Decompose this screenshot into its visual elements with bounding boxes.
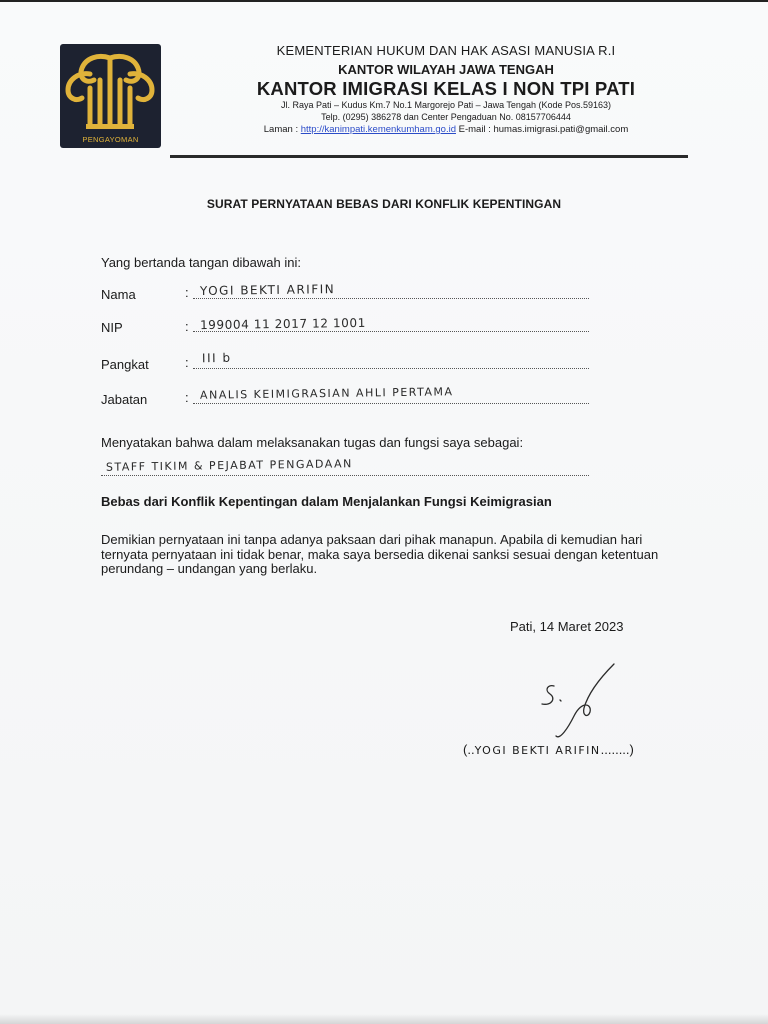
- ministry-name: KEMENTERIAN HUKUM DAN HAK ASASI MANUSIA R.I: [276, 43, 616, 58]
- field-label-jabatan: Jabatan: [101, 392, 148, 407]
- dotted-line: [101, 474, 589, 476]
- field-value-nip: 199004 11 2017 12 1001: [199, 315, 366, 333]
- field-colon: :: [185, 355, 189, 370]
- closing-paragraph: Demikian pernyataan ini tanpa adanya paksaan dari pihak manapun. Apabila di kemudian hari ternyata pernyataan ini tidak benar, maka saya bersedia dikenai sanksi sesuai dengan ketentuan perundang – undangan yang berlaku.: [101, 532, 659, 576]
- tree-emblem-icon: [60, 44, 161, 136]
- logo-caption: PENGAYOMAN: [82, 135, 139, 144]
- pengayoman-logo-icon: [60, 44, 161, 148]
- scan-bottom-shadow: [0, 1014, 768, 1024]
- signatory-name: [463, 742, 634, 757]
- dotted-line: [193, 402, 589, 404]
- email-text: E-mail : humas.imigrasi.pati@gmail.com: [458, 124, 629, 135]
- field-value-nama: YOGI BEKTI ARIFIN: [199, 282, 336, 298]
- signatory-name-value: YOGI BEKTI ARIFIN: [474, 744, 601, 757]
- statement-text: Bebas dari Konflik Kepentingan dalam Menjalankan Fungsi Keimigrasian: [101, 494, 552, 509]
- web-label: Laman :: [263, 124, 299, 135]
- field-colon: :: [185, 319, 189, 334]
- field-value-jabatan: ANALIS KEIMIGRASIAN AHLI PERTAMA: [199, 385, 454, 402]
- statement-intro: Menyatakan bahwa dalam melaksanakan tugas dan fungsi saya sebagai:: [101, 435, 524, 450]
- signature-image: [530, 660, 630, 740]
- regional-office-name: KANTOR WILAYAH JAWA TENGAH: [338, 62, 554, 77]
- field-label-pangkat: Pangkat: [101, 357, 149, 372]
- field-label-nip: NIP: [101, 320, 123, 335]
- letterhead-divider: [170, 155, 688, 158]
- office-address: Jl. Raya Pati – Kudus Km.7 No.1 Margorejo Pati – Jawa Tengah (Kode Pos.59163): [280, 100, 612, 110]
- office-phone: Telp. (0295) 386278 dan Center Pengaduan No. 08157706444: [321, 112, 571, 122]
- paren-open: (..: [463, 742, 475, 757]
- paren-close: ........): [600, 742, 634, 757]
- office-name: KANTOR IMIGRASI KELAS I NON TPI PATI: [256, 78, 636, 99]
- role-value: STAFF TIKIM & PEJABAT PENGADAAN: [105, 457, 353, 474]
- field-colon: :: [185, 285, 189, 300]
- dotted-line: [193, 330, 589, 332]
- field-label-nama: Nama: [101, 287, 136, 302]
- place-and-date: Pati, 14 Maret 2023: [510, 619, 624, 634]
- field-value-pangkat: III b: [201, 350, 232, 366]
- dotted-line: [193, 367, 589, 369]
- intro-text: Yang bertanda tangan dibawah ini:: [101, 255, 301, 270]
- office-contact: [172, 124, 720, 135]
- field-colon: :: [185, 390, 189, 405]
- scan-edge-line: [0, 0, 768, 2]
- document-title: SURAT PERNYATAAN BEBAS DARI KONFLIK KEPENTINGAN: [206, 197, 562, 211]
- website-link[interactable]: http://kanimpati.kemenkumham.go.id: [300, 124, 456, 135]
- dotted-line: [193, 297, 589, 299]
